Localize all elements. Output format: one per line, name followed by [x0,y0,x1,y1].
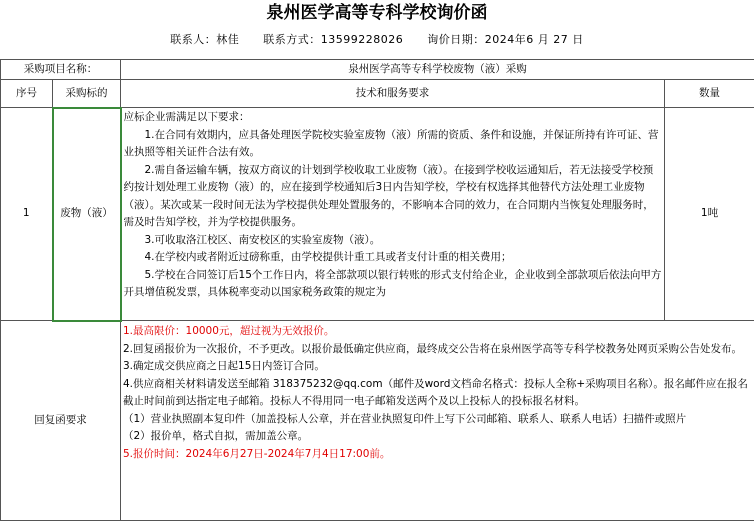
requirement-4: 4.在学校内或者附近过磅称重，由学校提供计重工具或者支付计重的相关费用； [144,251,512,263]
reply-line-6: （2）报价单，格式自拟，需加盖公章。 [123,430,309,442]
col-header-requirements[interactable]: 技术和服务要求 [121,80,665,108]
contact-phone: 联系方式：13599228026 [263,33,404,46]
requirement-3: 3.可收取洛江校区、南安校区的实验室废物（液）。 [144,233,381,246]
reply-requirements[interactable] [121,321,754,521]
requirement-2: 2.需自备运输车辆，按双方商议的计划到学校收取工业废物（液）。在接到学校收运通知后，若无法接受学校预约按计划处理工业废物（液）的，应在接到学校通知后3日内告知学校，学校有权选择其他替代方法处理工业废物（液）。某次或某一段时间无法为学校提供处理处置服务的，不影响本合同的效力，在合同期内当恢复处理服务时，需及时告知学校，并为学校提供服务。 [123,163,654,228]
reply-label[interactable]: 回复函要求 [1,321,121,521]
contact-person: 联系人：林佳 [170,33,240,46]
item-no[interactable]: 1 [1,108,53,321]
reply-line-4: 4.供应商相关材料请发送至邮箱 318375232@qq.com（邮件及word文档命名格式：投标人全称+采购项目名称）。报名邮件应在报名截止时间前到达指定电子邮箱。投标人不得用同一电子邮箱发送两个及以上投标人的投标报名材料。 [123,377,748,407]
inquiry-table [0,59,754,521]
col-header-item[interactable]: 采购标的 [53,80,121,108]
project-label[interactable]: 采购项目名称： [1,60,121,80]
project-row [1,60,754,80]
reply-line-5: （1）营业执照副本复印件（加盖投标人公章，并在营业执照复印件上写下公司邮箱、联系人、联系人电话）扫描件或照片 [123,412,687,425]
project-name[interactable]: 泉州医学高等专科学校废物（液）采购 [121,60,754,80]
reply-line-3: 3.确定成交供应商之日起15日内签订合同。 [123,360,325,372]
contact-line [0,30,754,50]
col-header-no[interactable]: 序号 [1,80,53,108]
requirement-1: 1.在合同有效期内，应具备处理医学院校实验室废物（液）所需的资质、条件和设施，并保证所持有许可证、营业执照等相关证件合法有效。 [123,128,659,158]
reply-row [1,321,754,521]
item-name[interactable]: 废物（液） [53,108,121,321]
item-quantity[interactable]: 1吨 [665,108,754,321]
table-row [1,108,754,321]
requirement-5: 5.学校在合同签订后15个工作日内，将全部款项以银行转账的形式支付给企业，企业收到全部款项后依法向甲方开具增值税发票，具体税率变动以国家税务政策的规定为 [123,268,662,298]
inquiry-date: 询价日期：2024年6 月 27 日 [427,33,584,46]
header-row [1,80,754,108]
reply-line-7: 5.报价时间：2024年6月27日-2024年7月4日17:00前。 [123,447,391,460]
requirements-intro: 应标企业需满足以下要求： [123,111,250,123]
item-requirements[interactable] [121,108,665,321]
reply-line-1: 1.最高限价：10000元，超过视为无效报价。 [123,325,335,337]
page-title: 泉州医学高等专科学校询价函 [266,3,488,23]
col-header-quantity[interactable]: 数量 [665,80,754,108]
reply-line-2: 2.回复函报价为一次报价，不予更改。以报价最低确定供应商，最终成交公告将在泉州医学高等专科学校教务处网页采购公告处发布。 [123,342,743,355]
